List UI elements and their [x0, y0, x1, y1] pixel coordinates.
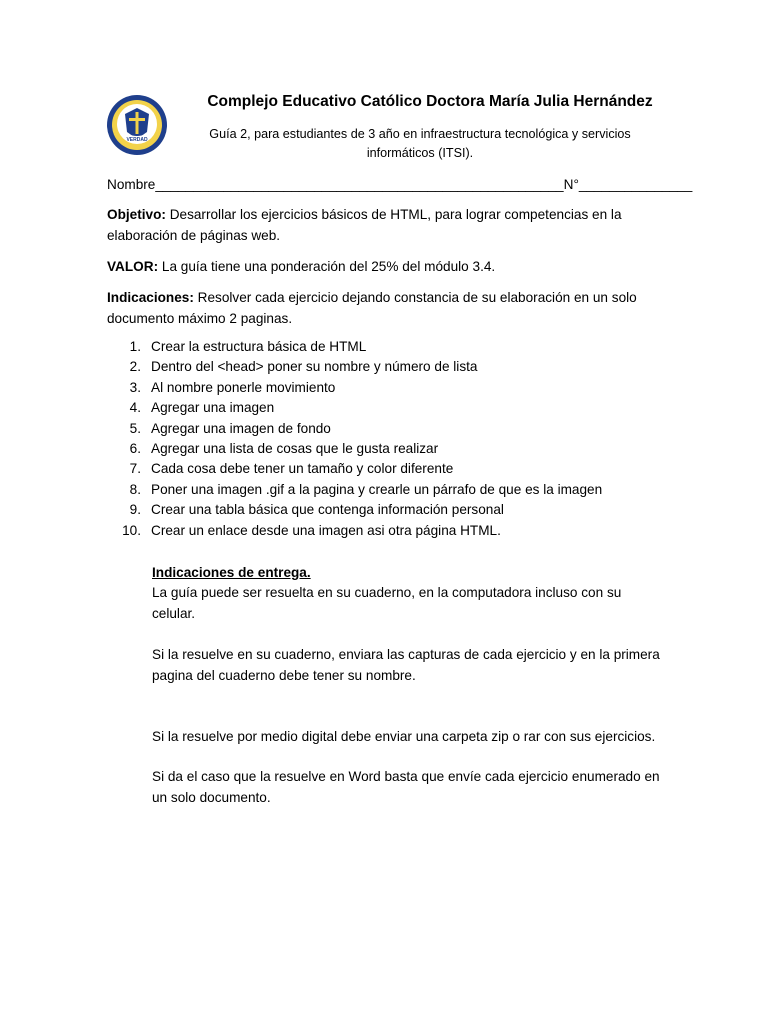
logo-text: VERDAD	[126, 137, 148, 143]
entrega-paragraph-4: Si da el caso que la resuelve en Word basta que envíe cada ejercicio enumerado en un solo documento.	[152, 769, 660, 805]
task-text: Crear una tabla básica que contenga información personal	[151, 502, 504, 518]
number-blank: _______________	[578, 177, 693, 192]
task-item	[107, 521, 667, 541]
indicaciones-label: Indicaciones:	[107, 290, 194, 305]
name-blank: ______________________________________________________	[155, 177, 564, 192]
valor-label: VALOR:	[107, 259, 159, 274]
logo-cross-horizontal	[129, 118, 145, 121]
number-label: N°	[563, 177, 579, 192]
task-list	[107, 337, 667, 541]
task-number: 9.	[129, 502, 141, 518]
task-item	[107, 398, 667, 418]
entrega-heading: Indicaciones de entrega.	[152, 565, 311, 580]
task-item	[107, 378, 667, 398]
logo-cross-vertical	[136, 112, 139, 134]
indicaciones-text: Resolver cada ejercicio dejando constancia de su elaboración en un solo documento máximo 2 paginas.	[107, 290, 637, 326]
task-number: 5.	[129, 420, 141, 436]
valor-paragraph	[107, 256, 667, 277]
school-logo	[106, 94, 168, 156]
task-number: 10.	[122, 522, 141, 538]
task-item	[107, 419, 667, 439]
school-name: Complejo Educativo Católico Doctora María Julia Hernández	[207, 93, 653, 110]
task-item	[107, 337, 667, 357]
task-number: 8.	[129, 481, 141, 497]
entrega-paragraph-1: La guía puede ser resuelta en su cuaderno, en la computadora incluso con su celular.	[152, 585, 622, 621]
task-text: Poner una imagen .gif a la pagina y crearle un párrafo de que es la imagen	[151, 481, 603, 497]
task-number: 1.	[129, 339, 141, 354]
valor-text: La guía tiene una ponderación del 25% del módulo 3.4.	[158, 259, 496, 274]
task-text: Al nombre ponerle movimiento	[151, 379, 336, 395]
task-item	[107, 357, 667, 377]
name-field-line	[107, 174, 693, 195]
task-number: 4.	[129, 400, 141, 416]
task-text: Agregar una imagen de fondo	[151, 420, 331, 436]
entrega-paragraph-2: Si la resuelve en su cuaderno, enviara las capturas de cada ejercicio y en la primera pagina del cuaderno debe tener su nombre.	[152, 647, 660, 683]
objetivo-text: Desarrollar los ejercicios básicos de HTML, para lograr competencias en la elaboración de páginas web.	[107, 207, 622, 243]
entrega-paragraph-3: Si la resuelve por medio digital debe enviar una carpeta zip o rar con sus ejercicios.	[152, 729, 656, 744]
task-text: Cada cosa debe tener un tamaño y color diferente	[151, 461, 454, 477]
objetivo-paragraph	[107, 204, 667, 246]
task-text: Crear un enlace desde una imagen asi otra página HTML.	[151, 522, 501, 538]
task-item	[107, 500, 667, 520]
task-number: 6.	[129, 440, 141, 456]
name-label: Nombre	[107, 177, 156, 192]
task-number: 3.	[129, 379, 141, 395]
objetivo-label: Objetivo:	[107, 207, 166, 222]
task-number: 7.	[129, 461, 141, 477]
indicaciones-paragraph	[107, 287, 667, 329]
task-item	[107, 439, 667, 459]
task-item	[107, 480, 667, 500]
task-text: Crear la estructura básica de HTML	[151, 339, 367, 354]
task-number: 2.	[129, 359, 141, 375]
task-text: Agregar una lista de cosas que le gusta realizar	[151, 440, 439, 456]
task-text: Dentro del <head> poner su nombre y número de lista	[151, 359, 478, 375]
task-text: Agregar una imagen	[151, 400, 275, 416]
guide-title: Guía 2, para estudiantes de 3 año en infraestructura tecnológica y servicios informáticos (ITSI).	[209, 127, 631, 160]
task-item	[107, 459, 667, 479]
